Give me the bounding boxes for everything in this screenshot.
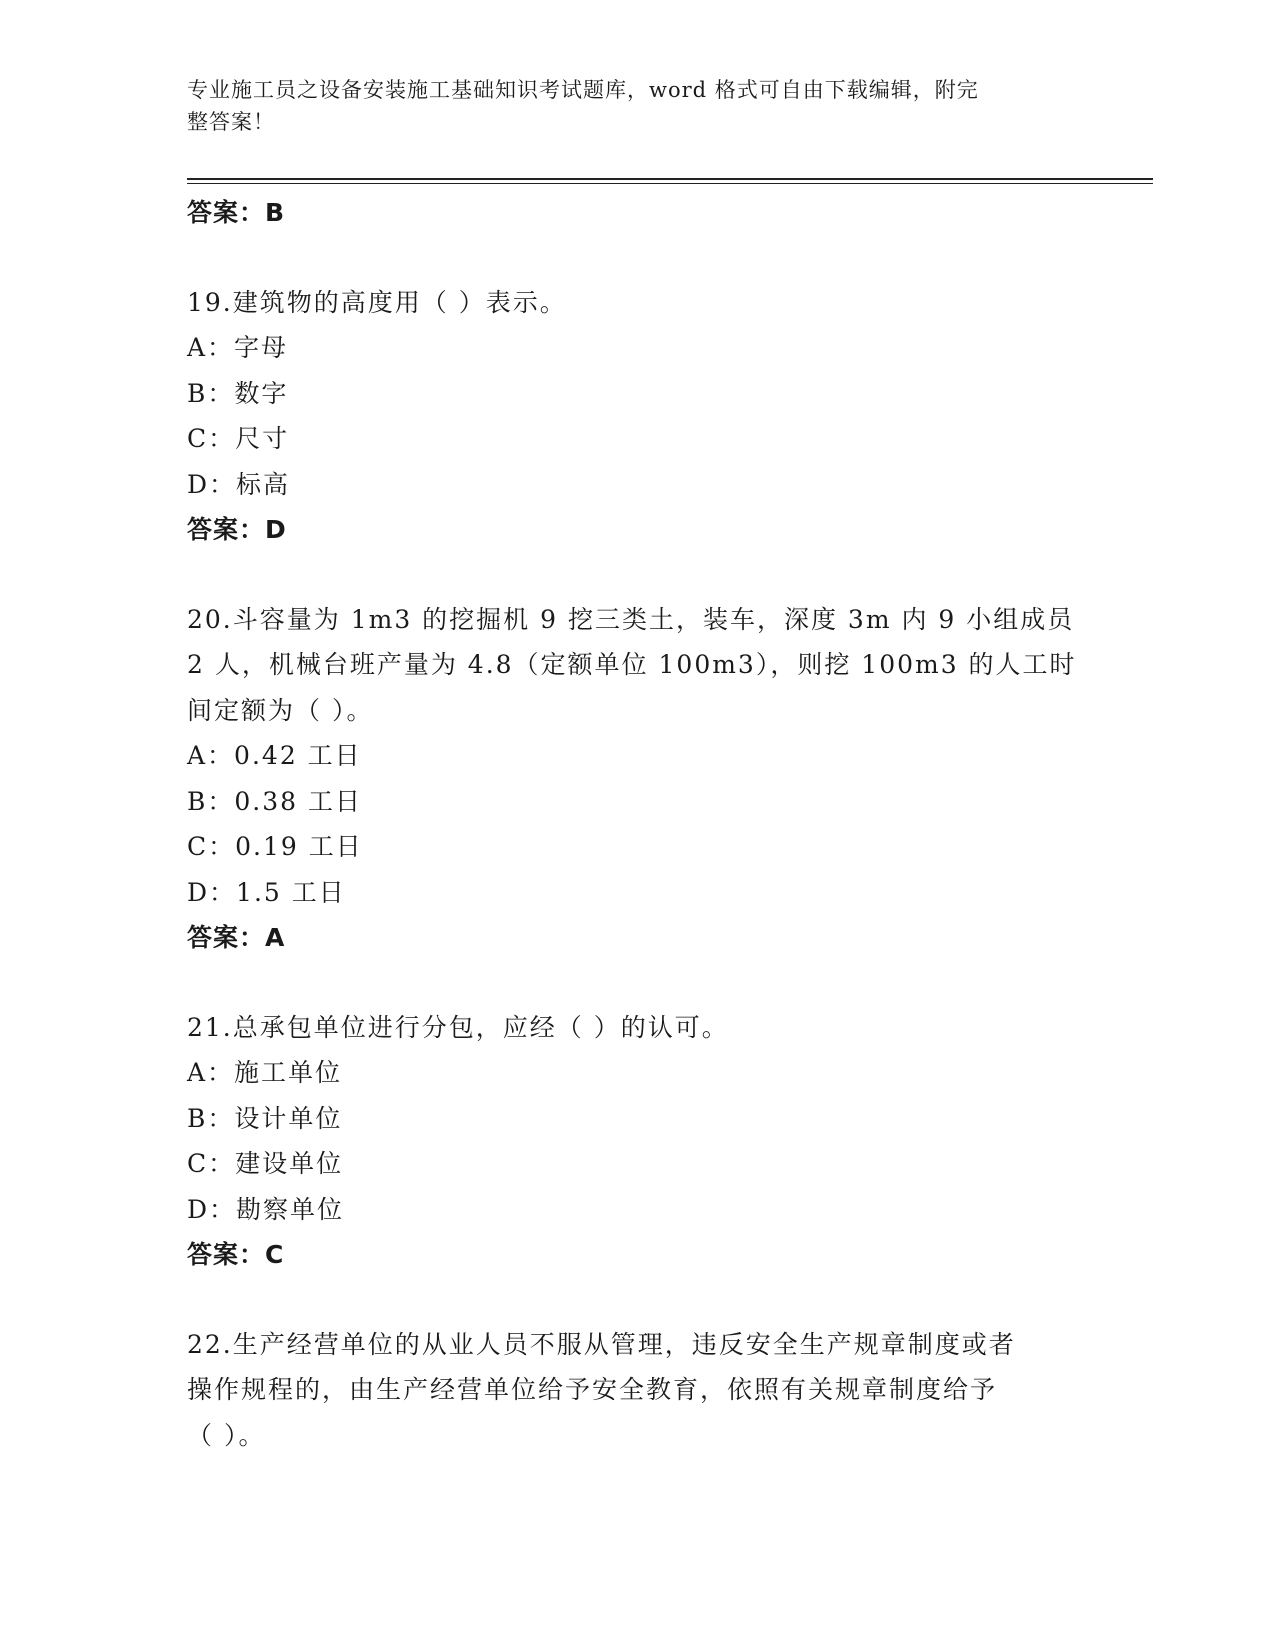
question-stem: 22.生产经营单位的从业人员不服从管理，违反安全生产规章制度或者 xyxy=(187,1329,1016,1359)
option-b: B：数字 xyxy=(187,378,289,408)
spacer xyxy=(187,236,1087,280)
option-d: D：标高 xyxy=(187,469,291,499)
question-stem: 20.斗容量为 1m3 的挖掘机 9 挖三类土，装车，深度 3m 内 9 小组成员 xyxy=(187,604,1075,634)
option-a: A：0.42 工日 xyxy=(187,741,362,770)
option-d: D：勘察单位 xyxy=(187,1194,345,1224)
option-b: B：设计单位 xyxy=(187,1103,343,1133)
question-block xyxy=(187,1322,1087,1459)
header-line-2: 整答案！ xyxy=(187,110,275,134)
option-a: A：字母 xyxy=(187,333,289,362)
option-a: A：施工单位 xyxy=(187,1058,343,1087)
header-divider-thick xyxy=(187,178,1153,180)
option-b: B：0.38 工日 xyxy=(187,786,362,816)
question-stem: 21.总承包单位进行分包，应经（ ）的认可。 xyxy=(187,1012,729,1042)
option-c: C：0.19 工日 xyxy=(187,832,363,861)
spacer xyxy=(187,553,1087,597)
question-block xyxy=(187,597,1087,961)
spacer xyxy=(187,961,1087,1005)
answer-line: 答案：D xyxy=(187,515,287,544)
question-stem: 19.建筑物的高度用（ ）表示。 xyxy=(187,287,567,317)
spacer xyxy=(187,1278,1087,1322)
option-d: D：1.5 工日 xyxy=(187,877,346,907)
question-block xyxy=(187,1005,1087,1278)
header-divider-thin xyxy=(187,183,1153,184)
question-block xyxy=(187,280,1087,553)
question-stem-continued: 间定额为（ ）。 xyxy=(187,695,374,725)
answer-line: 答案：B xyxy=(187,198,286,227)
header-line-1: 专业施工员之设备安装施工基础知识考试题库，word 格式可自由下载编辑，附完 xyxy=(187,78,979,102)
option-c: C：建设单位 xyxy=(187,1149,344,1178)
question-stem-continued: 操作规程的，由生产经营单位给予安全教育，依照有关规章制度给予 xyxy=(187,1375,998,1404)
option-c: C：尺寸 xyxy=(187,424,290,453)
answer-line: 答案：A xyxy=(187,923,286,952)
document-header xyxy=(187,74,1067,138)
question-list xyxy=(187,190,1087,1458)
answer-line: 答案：C xyxy=(187,1240,285,1269)
question-stem-continued: 2 人，机械台班产量为 4.8（定额单位 100m3），则挖 100m3 的人工时 xyxy=(187,650,1077,679)
question-stem-continued: （ ）。 xyxy=(187,1420,266,1450)
